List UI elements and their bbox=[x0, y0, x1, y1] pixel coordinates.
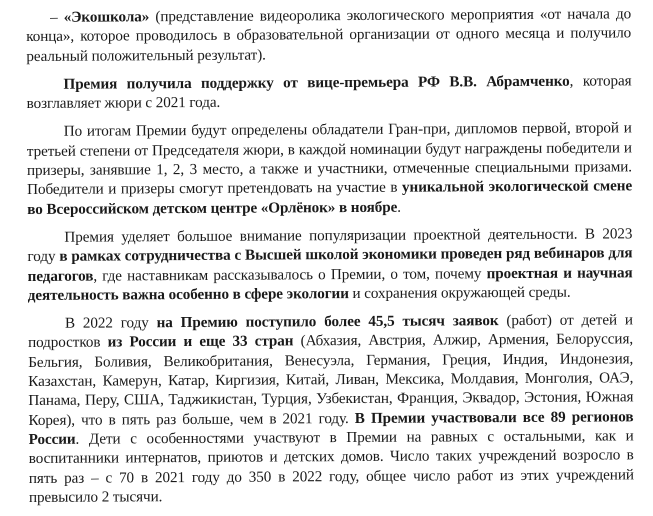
text-segment-bold: в рамках сотрудничества с Высшей школой экономики проведен ряд вебинаров для педагогов bbox=[27, 244, 633, 285]
text-segment-bold: В Премии участвовали все 89 регионов России bbox=[28, 407, 634, 448]
text-segment: и сохранения окружающей среды. bbox=[348, 283, 571, 302]
text-segment: Премия уделяет большое внимание популяризации проектной деятельности. В 2023 году bbox=[27, 225, 633, 266]
text-segment-bold: уникальной экологической смене во Всероссийском детском центре «Орлёнок» в ноябре bbox=[27, 177, 633, 218]
document-page bbox=[26, 4, 634, 516]
text-segment: . bbox=[397, 198, 401, 216]
text-segment-bold: «Экошкола» bbox=[63, 8, 150, 26]
text-segment-bold: Премия получила поддержку от вице-премьера РФ В.В. Абрамченко bbox=[63, 72, 570, 93]
text-segment: (работ) от детей и подростков bbox=[27, 311, 633, 352]
paragraph-popularization bbox=[27, 224, 632, 305]
text-segment-bold: на Премию поступило более 45,5 тысяч заявок bbox=[156, 312, 499, 332]
text-segment: (Абхазия, Австрия, Алжир, Армения, Белоруссия, Бельгия, Боливия, Великобритания, Венесуэла, Германия, Греция, Индия, Индонезия, Казахстан, Камерун, Катар, Киргизия, Китай, Ливан, Мексика, Молдавия, Монголия, ОАЭ, Панама, Перу, США, Таджикистан, Турция, Узбекистан, Франция, Эквадор, Эстония, Южная Корея), что в пять раз больше, чем в 2021 году. bbox=[28, 330, 634, 429]
paragraph-applications bbox=[28, 310, 634, 507]
text-segment: В 2022 году bbox=[64, 314, 157, 332]
text-segment: , которая возглавляет жюри с 2021 года. bbox=[26, 72, 632, 113]
text-segment-bold: проектная и научная деятельность важна особенно в сфере экологии bbox=[27, 263, 633, 304]
text-segment: (представление видеоролика экологического мероприятия «от начала до конца», которое проводилось в образовательной организации от одного месяца и получило реальный положительный результат). bbox=[26, 5, 632, 65]
paragraph-ecoschool bbox=[26, 4, 631, 66]
text-segment: . Дети с особенностями участвуют в Премии на равных с остальными, как и воспитанники интернатов, приютов и детских домов. Число таких учреждений возросло в пять раз – с 70 в 2021 году до 350 в 2022 году, общее число работ из этих учреждений превысило 2 тысячи. bbox=[28, 427, 634, 506]
text-segment: – bbox=[50, 8, 64, 26]
text-segment: По итогам Премии будут определены обладатели Гран-при, дипломов первой, второй и третьей степени от Председателя жюри, в каждой номинации будут награждены победители и призеры, занявшие 1, 2, 3 место, а также и участники, отмеченные специальными призами. Победители и призеры смогут претендовать на участие в bbox=[26, 119, 633, 199]
paragraph-results bbox=[27, 119, 633, 219]
paragraph-support bbox=[26, 71, 631, 113]
text-segment-bold: из России и еще 33 стран bbox=[107, 332, 294, 351]
text-segment: , где наставникам рассказывалось о Премии, о том, почему bbox=[93, 264, 487, 285]
